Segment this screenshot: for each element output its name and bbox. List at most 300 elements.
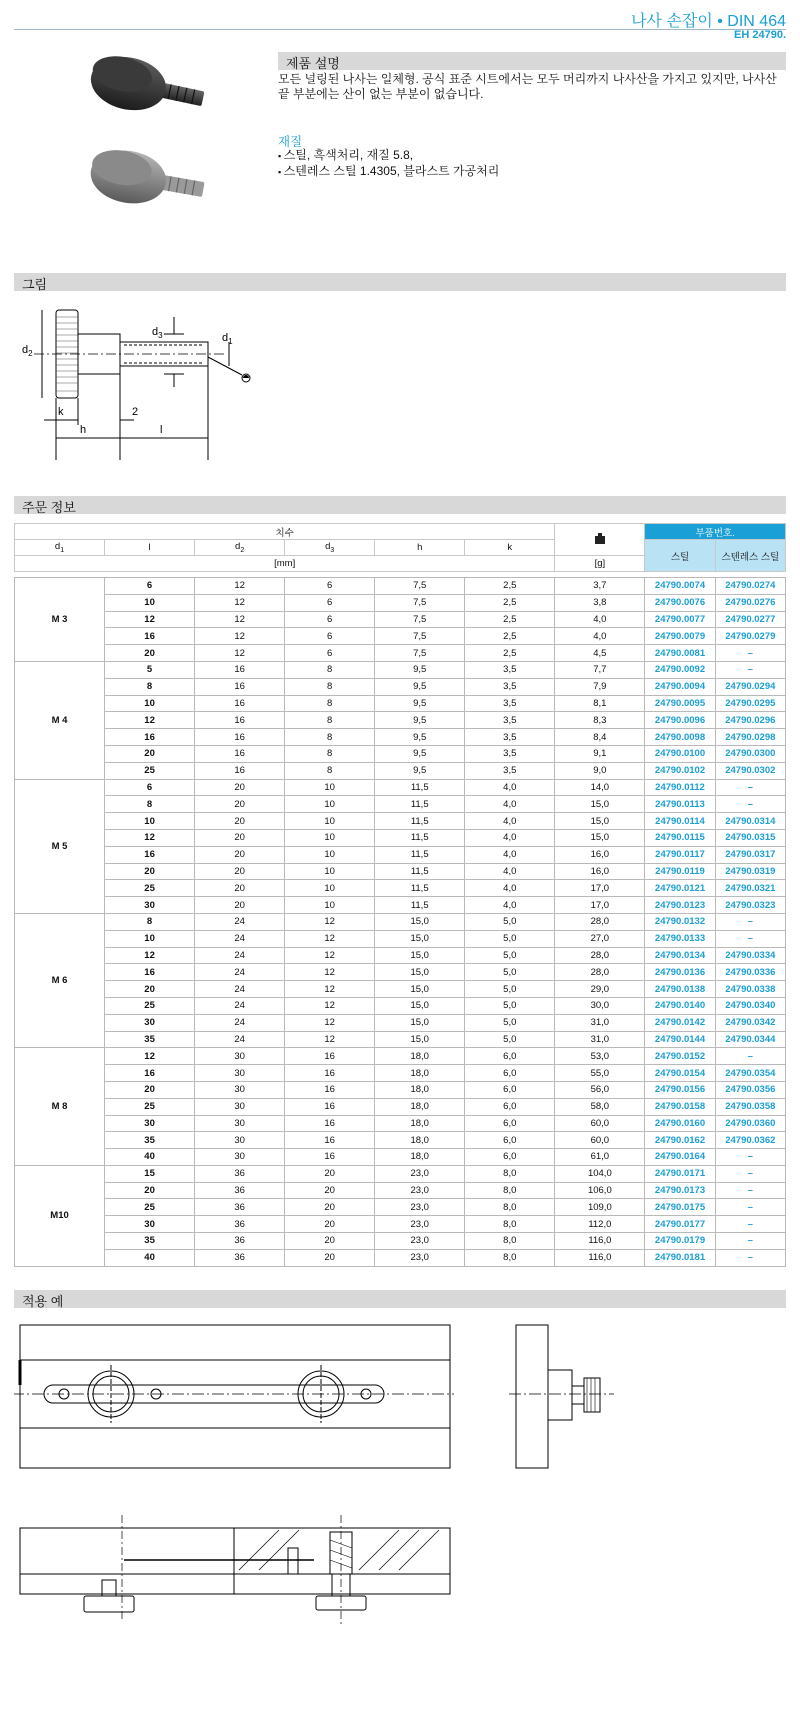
stainless-part-no: 24790.0276 xyxy=(715,594,785,611)
stainless-part-no: 24790.0274 xyxy=(715,578,785,595)
weight-cell: 109,0 xyxy=(555,1199,645,1216)
length-cell: 20 xyxy=(105,981,195,998)
weight-cell: 116,0 xyxy=(555,1249,645,1266)
k-cell: 5,0 xyxy=(465,1014,555,1031)
k-cell: 4,0 xyxy=(465,796,555,813)
length-cell: 25 xyxy=(105,1098,195,1115)
table-row xyxy=(15,1065,786,1082)
col-h: h xyxy=(375,540,465,556)
stainless-part-no: 24790.0338 xyxy=(715,981,785,998)
weight-cell: 55,0 xyxy=(555,1065,645,1082)
stainless-part-no: 24790.0295 xyxy=(715,695,785,712)
k-cell: 3,5 xyxy=(465,729,555,746)
d3-cell: 8 xyxy=(285,678,375,695)
length-cell: 25 xyxy=(105,880,195,897)
thread-size-cell: M 4 xyxy=(15,661,105,779)
table-row xyxy=(15,813,786,830)
weight-cell: 9,1 xyxy=(555,745,645,762)
length-cell: 16 xyxy=(105,964,195,981)
k-cell: 6,0 xyxy=(465,1081,555,1098)
length-cell: 10 xyxy=(105,930,195,947)
d3-cell: 12 xyxy=(285,1014,375,1031)
table-row xyxy=(15,762,786,779)
stainless-part-no: – xyxy=(715,796,785,813)
k-cell: 3,5 xyxy=(465,745,555,762)
thread-size-cell: M 6 xyxy=(15,913,105,1047)
unit-mm: [mm] xyxy=(15,556,555,572)
d2-cell: 24 xyxy=(195,947,285,964)
length-cell: 10 xyxy=(105,594,195,611)
description-text: 모든 널링된 나사는 일체형. 공식 표준 시트에서는 모두 머리까지 나사산을 가지고 있지만, 나사산 끝 부분에는 산이 없는 부분이 없습니다. xyxy=(278,72,777,101)
table-row xyxy=(15,745,786,762)
material-title: 재질 xyxy=(278,135,303,149)
k-cell: 5,0 xyxy=(465,1031,555,1048)
weight-cell: 28,0 xyxy=(555,913,645,930)
d2-cell: 20 xyxy=(195,796,285,813)
d2-cell: 36 xyxy=(195,1199,285,1216)
table-row xyxy=(15,880,786,897)
length-cell: 35 xyxy=(105,1132,195,1149)
k-cell: 4,0 xyxy=(465,829,555,846)
h-cell: 15,0 xyxy=(375,997,465,1014)
table-row xyxy=(15,1031,786,1048)
d2-cell: 16 xyxy=(195,712,285,729)
h-cell: 9,5 xyxy=(375,712,465,729)
weight-cell: 31,0 xyxy=(555,1031,645,1048)
material-item: ▪ 스틸, 흑색처리, 재질 5.8, xyxy=(278,148,499,164)
table-row xyxy=(15,1014,786,1031)
d2-cell: 30 xyxy=(195,1081,285,1098)
d3-cell: 12 xyxy=(285,997,375,1014)
stainless-part-no: 24790.0354 xyxy=(715,1065,785,1082)
k-cell: 4,0 xyxy=(465,897,555,914)
k-cell: 5,0 xyxy=(465,913,555,930)
h-cell: 18,0 xyxy=(375,1048,465,1065)
weight-cell: 30,0 xyxy=(555,997,645,1014)
k-cell: 8,0 xyxy=(465,1249,555,1266)
col-d2: $d_2$ xyxy=(195,540,285,556)
k-cell: 2,5 xyxy=(465,628,555,645)
d2-cell: 36 xyxy=(195,1216,285,1233)
d3-cell: 6 xyxy=(285,645,375,662)
table-row xyxy=(15,661,786,678)
d2-cell: 24 xyxy=(195,930,285,947)
stainless-part-no: 24790.0300 xyxy=(715,745,785,762)
d3-cell: 16 xyxy=(285,1115,375,1132)
k-cell: 3,5 xyxy=(465,678,555,695)
d2-cell: 16 xyxy=(195,678,285,695)
k-cell: 6,0 xyxy=(465,1115,555,1132)
h-cell: 11,5 xyxy=(375,897,465,914)
d3-cell: 6 xyxy=(285,594,375,611)
section-ordering-title: 주문 정보 xyxy=(14,496,786,514)
table-row xyxy=(15,1216,786,1233)
d2-cell: 16 xyxy=(195,695,285,712)
k-cell: 5,0 xyxy=(465,997,555,1014)
weight-cell: 3,7 xyxy=(555,578,645,595)
h-cell: 7,5 xyxy=(375,645,465,662)
length-cell: 16 xyxy=(105,729,195,746)
h-cell: 18,0 xyxy=(375,1115,465,1132)
h-cell: 15,0 xyxy=(375,913,465,930)
h-cell: 11,5 xyxy=(375,829,465,846)
steel-part-no: 24790.0115 xyxy=(645,829,715,846)
thread-size-cell: M 5 xyxy=(15,779,105,913)
steel-part-no: 24790.0173 xyxy=(645,1182,715,1199)
thread-size-cell: M 8 xyxy=(15,1048,105,1166)
col-l: l xyxy=(105,540,195,556)
d3-cell: 10 xyxy=(285,897,375,914)
h-cell: 15,0 xyxy=(375,930,465,947)
material-item: ▪ 스텐레스 스틸 1.4305, 블라스트 가공처리 xyxy=(278,164,499,180)
d2-cell: 16 xyxy=(195,745,285,762)
weight-cell: 16,0 xyxy=(555,863,645,880)
steel-part-no: 24790.0096 xyxy=(645,712,715,729)
steel-part-no: 24790.0171 xyxy=(645,1165,715,1182)
length-cell: 6 xyxy=(105,578,195,595)
d2-cell: 36 xyxy=(195,1249,285,1266)
table-row xyxy=(15,611,786,628)
d3-cell: 16 xyxy=(285,1065,375,1082)
steel-part-no: 24790.0177 xyxy=(645,1216,715,1233)
d3-cell: 10 xyxy=(285,829,375,846)
length-cell: 8 xyxy=(105,913,195,930)
weight-cell: 106,0 xyxy=(555,1182,645,1199)
stainless-part-no: 24790.0319 xyxy=(715,863,785,880)
weight-cell: 27,0 xyxy=(555,930,645,947)
weight-cell: 58,0 xyxy=(555,1098,645,1115)
d2-cell: 30 xyxy=(195,1098,285,1115)
steel-part-no: 24790.0095 xyxy=(645,695,715,712)
length-cell: 12 xyxy=(105,611,195,628)
h-cell: 11,5 xyxy=(375,846,465,863)
h-cell: 23,0 xyxy=(375,1249,465,1266)
steel-part-no: 24790.0133 xyxy=(645,930,715,947)
h-cell: 11,5 xyxy=(375,796,465,813)
steel-part-no: 24790.0144 xyxy=(645,1031,715,1048)
product-photo-stainless xyxy=(80,135,210,220)
table-row xyxy=(15,1249,786,1266)
stainless-part-no: – xyxy=(715,1048,785,1065)
length-cell: 16 xyxy=(105,846,195,863)
d3-cell: 12 xyxy=(285,1031,375,1048)
d3-cell: 12 xyxy=(285,964,375,981)
table-row xyxy=(15,712,786,729)
h-cell: 23,0 xyxy=(375,1233,465,1250)
header-divider xyxy=(14,29,786,30)
h-cell: 23,0 xyxy=(375,1165,465,1182)
steel-part-no: 24790.0179 xyxy=(645,1233,715,1250)
k-cell: 4,0 xyxy=(465,880,555,897)
section-drawing-title: 그림 xyxy=(14,273,786,291)
stainless-part-no: 24790.0321 xyxy=(715,880,785,897)
length-cell: 35 xyxy=(105,1031,195,1048)
d2-cell: 24 xyxy=(195,997,285,1014)
d2-cell: 24 xyxy=(195,1031,285,1048)
steel-part-no: 24790.0119 xyxy=(645,863,715,880)
length-cell: 16 xyxy=(105,1065,195,1082)
length-cell: 35 xyxy=(105,1233,195,1250)
table-row xyxy=(15,897,786,914)
steel-part-no: 24790.0117 xyxy=(645,846,715,863)
label-h: h xyxy=(80,424,87,436)
k-cell: 4,0 xyxy=(465,813,555,830)
h-cell: 9,5 xyxy=(375,762,465,779)
h-cell: 11,5 xyxy=(375,813,465,830)
length-cell: 15 xyxy=(105,1165,195,1182)
h-cell: 18,0 xyxy=(375,1081,465,1098)
steel-part-no: 24790.0076 xyxy=(645,594,715,611)
steel-part-no: 24790.0081 xyxy=(645,645,715,662)
d3-cell: 20 xyxy=(285,1216,375,1233)
steel-part-no: 24790.0136 xyxy=(645,964,715,981)
weight-cell: 8,3 xyxy=(555,712,645,729)
d3-cell: 10 xyxy=(285,846,375,863)
h-cell: 15,0 xyxy=(375,947,465,964)
table-row xyxy=(15,1149,786,1166)
h-cell: 9,5 xyxy=(375,661,465,678)
weight-cell: 28,0 xyxy=(555,947,645,964)
k-cell: 5,0 xyxy=(465,964,555,981)
stainless-part-no: 24790.0342 xyxy=(715,1014,785,1031)
table-row xyxy=(15,1115,786,1132)
k-cell: 3,5 xyxy=(465,695,555,712)
stainless-part-no: 24790.0315 xyxy=(715,829,785,846)
weight-cell: 116,0 xyxy=(555,1233,645,1250)
d3-cell: 16 xyxy=(285,1149,375,1166)
k-cell: 5,0 xyxy=(465,930,555,947)
weight-cell: 16,0 xyxy=(555,846,645,863)
label-d2: $d_2$ xyxy=(22,344,33,358)
d2-cell: 30 xyxy=(195,1149,285,1166)
weight-cell: 9,0 xyxy=(555,762,645,779)
d2-cell: 30 xyxy=(195,1048,285,1065)
weight-cell: 3,8 xyxy=(555,594,645,611)
technical-drawing xyxy=(14,305,284,483)
d3-cell: 16 xyxy=(285,1132,375,1149)
weight-cell: 15,0 xyxy=(555,829,645,846)
table-row xyxy=(15,1081,786,1098)
col-d1: $d_1$ xyxy=(15,540,105,556)
label-2: 2 xyxy=(132,406,139,418)
label-k: k xyxy=(58,406,64,418)
table-row xyxy=(15,695,786,712)
length-cell: 12 xyxy=(105,829,195,846)
d3-cell: 8 xyxy=(285,712,375,729)
steel-part-no: 24790.0100 xyxy=(645,745,715,762)
h-cell: 18,0 xyxy=(375,1065,465,1082)
d2-cell: 30 xyxy=(195,1132,285,1149)
d2-cell: 24 xyxy=(195,964,285,981)
steel-part-no: 24790.0094 xyxy=(645,678,715,695)
steel-part-no: 24790.0162 xyxy=(645,1132,715,1149)
unit-g: [g] xyxy=(555,556,645,572)
d3-cell: 8 xyxy=(285,762,375,779)
k-cell: 8,0 xyxy=(465,1165,555,1182)
stainless-part-no: – xyxy=(715,779,785,796)
h-cell: 9,5 xyxy=(375,729,465,746)
steel-part-no: 24790.0074 xyxy=(645,578,715,595)
d2-cell: 36 xyxy=(195,1182,285,1199)
d3-cell: 20 xyxy=(285,1182,375,1199)
dim-header: 치수 xyxy=(15,524,555,540)
col-stainless: 스텐레스 스틸 xyxy=(715,540,785,572)
steel-part-no: 24790.0156 xyxy=(645,1081,715,1098)
table-row xyxy=(15,1199,786,1216)
h-cell: 23,0 xyxy=(375,1199,465,1216)
d2-cell: 20 xyxy=(195,813,285,830)
stainless-part-no: 24790.0277 xyxy=(715,611,785,628)
length-cell: 25 xyxy=(105,762,195,779)
stainless-part-no: – xyxy=(715,1165,785,1182)
steel-part-no: 24790.0158 xyxy=(645,1098,715,1115)
h-cell: 15,0 xyxy=(375,1014,465,1031)
section-example-title: 적용 예 xyxy=(14,1290,786,1308)
length-cell: 20 xyxy=(105,863,195,880)
stainless-part-no: 24790.0360 xyxy=(715,1115,785,1132)
k-cell: 3,5 xyxy=(465,712,555,729)
d3-cell: 8 xyxy=(285,745,375,762)
weight-cell: 112,0 xyxy=(555,1216,645,1233)
h-cell: 7,5 xyxy=(375,578,465,595)
d3-cell: 16 xyxy=(285,1048,375,1065)
k-cell: 4,0 xyxy=(465,779,555,796)
stainless-part-no: – xyxy=(715,1233,785,1250)
steel-part-no: 24790.0164 xyxy=(645,1149,715,1166)
d3-cell: 12 xyxy=(285,913,375,930)
d2-cell: 12 xyxy=(195,628,285,645)
thread-size-cell: M 3 xyxy=(15,578,105,662)
length-cell: 12 xyxy=(105,947,195,964)
stainless-part-no: 24790.0358 xyxy=(715,1098,785,1115)
h-cell: 18,0 xyxy=(375,1132,465,1149)
ordering-table xyxy=(14,523,786,1267)
table-row xyxy=(15,930,786,947)
stainless-part-no: 24790.0314 xyxy=(715,813,785,830)
d2-cell: 12 xyxy=(195,645,285,662)
h-cell: 9,5 xyxy=(375,678,465,695)
table-row xyxy=(15,1233,786,1250)
length-cell: 6 xyxy=(105,779,195,796)
steel-part-no: 24790.0098 xyxy=(645,729,715,746)
length-cell: 20 xyxy=(105,1182,195,1199)
weight-cell: 60,0 xyxy=(555,1132,645,1149)
weight-cell: 4,0 xyxy=(555,628,645,645)
length-cell: 20 xyxy=(105,745,195,762)
table-row xyxy=(15,628,786,645)
stainless-part-no: 24790.0334 xyxy=(715,947,785,964)
weight-cell: 14,0 xyxy=(555,779,645,796)
d2-cell: 30 xyxy=(195,1115,285,1132)
d3-cell: 20 xyxy=(285,1165,375,1182)
table-row xyxy=(15,846,786,863)
table-row xyxy=(15,997,786,1014)
h-cell: 15,0 xyxy=(375,964,465,981)
h-cell: 11,5 xyxy=(375,779,465,796)
steel-part-no: 24790.0140 xyxy=(645,997,715,1014)
weight-cell: 61,0 xyxy=(555,1149,645,1166)
weight-cell: 29,0 xyxy=(555,981,645,998)
k-cell: 6,0 xyxy=(465,1149,555,1166)
table-row xyxy=(15,1098,786,1115)
d2-cell: 24 xyxy=(195,913,285,930)
stainless-part-no: 24790.0323 xyxy=(715,897,785,914)
steel-part-no: 24790.0132 xyxy=(645,913,715,930)
weight-cell: 4,5 xyxy=(555,645,645,662)
length-cell: 30 xyxy=(105,897,195,914)
steel-part-no: 24790.0079 xyxy=(645,628,715,645)
d3-cell: 8 xyxy=(285,661,375,678)
weight-icon xyxy=(555,524,645,556)
weight-cell: 7,9 xyxy=(555,678,645,695)
section-description-title: 제품 설명 xyxy=(278,52,786,70)
stainless-part-no: 24790.0317 xyxy=(715,846,785,863)
d3-cell: 12 xyxy=(285,947,375,964)
weight-cell: 28,0 xyxy=(555,964,645,981)
d3-cell: 20 xyxy=(285,1233,375,1250)
weight-cell: 15,0 xyxy=(555,813,645,830)
steel-part-no: 24790.0181 xyxy=(645,1249,715,1266)
table-row xyxy=(15,678,786,695)
h-cell: 9,5 xyxy=(375,745,465,762)
k-cell: 2,5 xyxy=(465,611,555,628)
length-cell: 20 xyxy=(105,645,195,662)
d2-cell: 20 xyxy=(195,897,285,914)
h-cell: 23,0 xyxy=(375,1216,465,1233)
table-row xyxy=(15,863,786,880)
d3-cell: 10 xyxy=(285,796,375,813)
h-cell: 15,0 xyxy=(375,981,465,998)
length-cell: 8 xyxy=(105,678,195,695)
k-cell: 6,0 xyxy=(465,1048,555,1065)
h-cell: 7,5 xyxy=(375,628,465,645)
k-cell: 6,0 xyxy=(465,1132,555,1149)
stainless-part-no: 24790.0279 xyxy=(715,628,785,645)
weight-cell: 7,7 xyxy=(555,661,645,678)
stainless-part-no: 24790.0302 xyxy=(715,762,785,779)
d3-cell: 20 xyxy=(285,1199,375,1216)
d3-cell: 8 xyxy=(285,729,375,746)
k-cell: 8,0 xyxy=(465,1233,555,1250)
steel-part-no: 24790.0114 xyxy=(645,813,715,830)
d3-cell: 12 xyxy=(285,930,375,947)
part-no-header: 부품번호. xyxy=(645,524,786,540)
weight-cell: 8,1 xyxy=(555,695,645,712)
table-row xyxy=(15,913,786,930)
length-cell: 20 xyxy=(105,1081,195,1098)
k-cell: 4,0 xyxy=(465,846,555,863)
k-cell: 3,5 xyxy=(465,661,555,678)
weight-cell: 104,0 xyxy=(555,1165,645,1182)
d2-cell: 20 xyxy=(195,880,285,897)
table-row xyxy=(15,645,786,662)
d3-cell: 10 xyxy=(285,779,375,796)
material-list xyxy=(278,148,499,180)
d3-cell: 6 xyxy=(285,611,375,628)
table-row xyxy=(15,578,786,595)
weight-cell: 60,0 xyxy=(555,1115,645,1132)
table-row xyxy=(15,1165,786,1182)
steel-part-no: 24790.0092 xyxy=(645,661,715,678)
k-cell: 2,5 xyxy=(465,578,555,595)
d3-cell: 10 xyxy=(285,863,375,880)
table-row xyxy=(15,964,786,981)
weight-cell: 17,0 xyxy=(555,880,645,897)
length-cell: 30 xyxy=(105,1216,195,1233)
weight-cell: 8,4 xyxy=(555,729,645,746)
d2-cell: 16 xyxy=(195,729,285,746)
d2-cell: 20 xyxy=(195,846,285,863)
